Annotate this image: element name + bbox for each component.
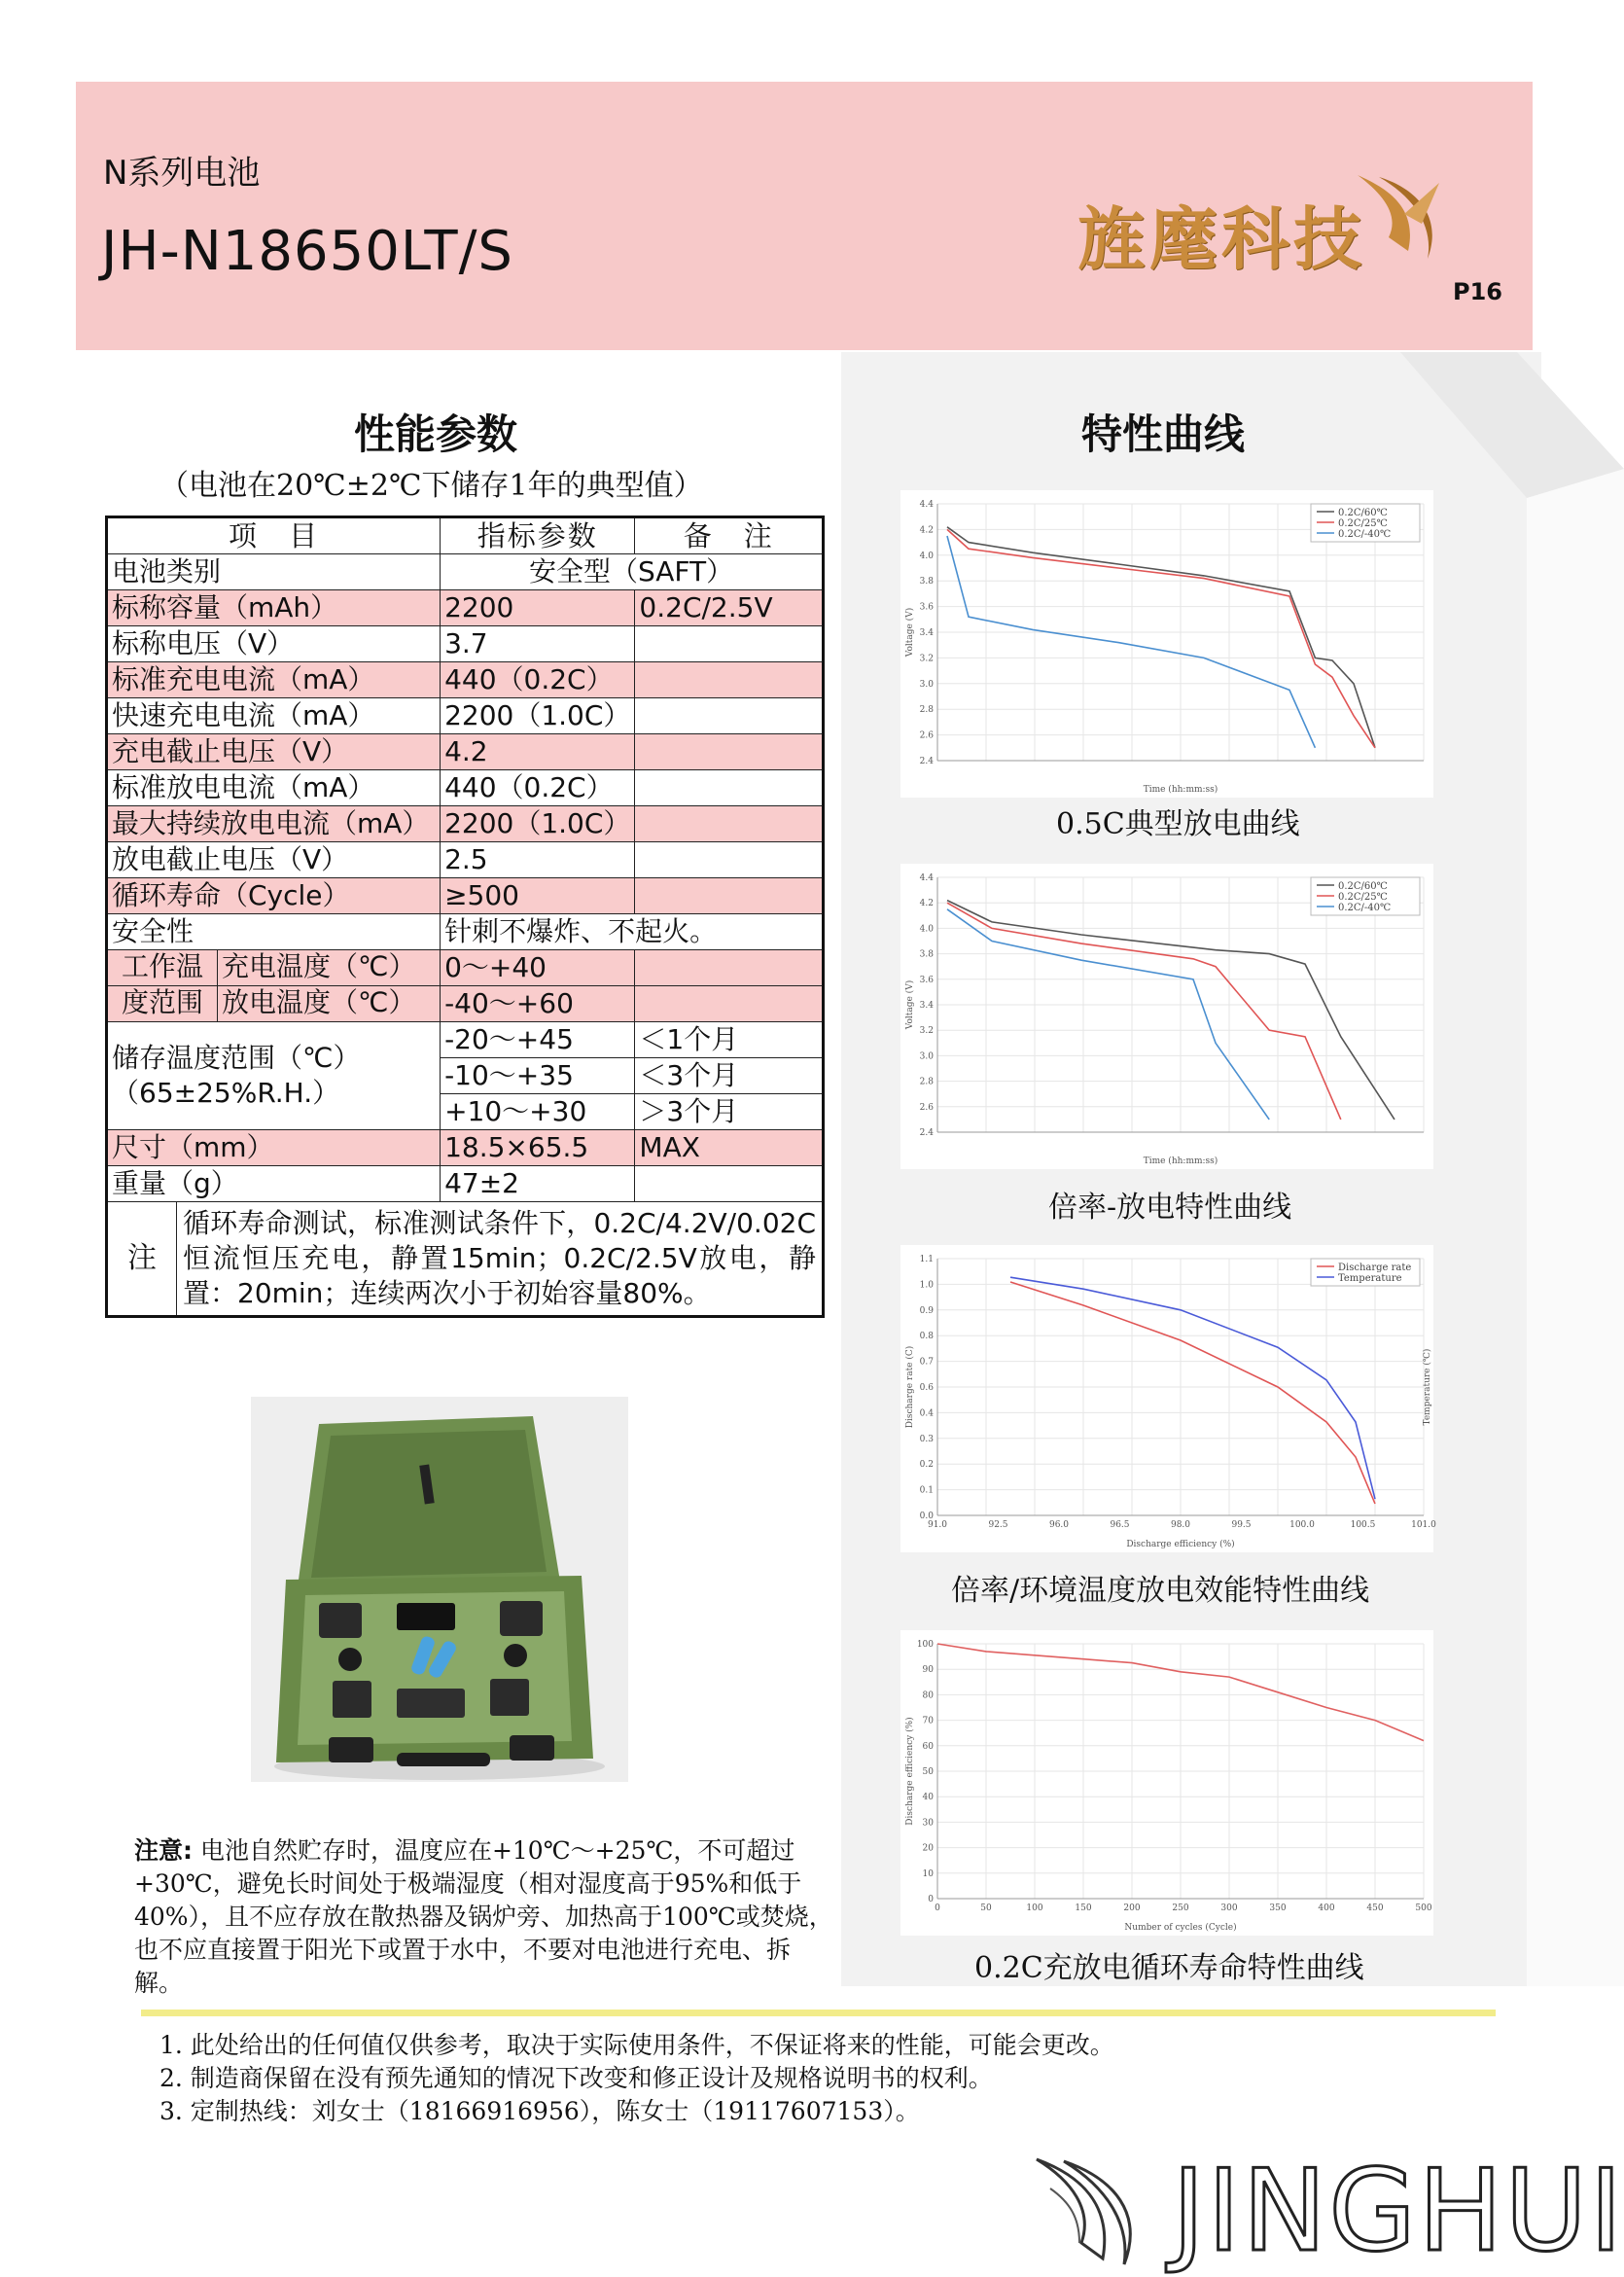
model-title: JH-N18650LT/S <box>101 220 513 283</box>
y-tick-label: 4.4 <box>919 500 934 510</box>
y-tick-label: 0.9 <box>919 1305 934 1316</box>
x-axis-label: Discharge efficiency (%) <box>1126 1540 1235 1549</box>
chart-efficiency <box>900 1245 1436 1552</box>
y-tick-label: 70 <box>922 1716 934 1726</box>
work-temp-discharge-cell <box>107 986 441 1022</box>
row-value: 2200（1.0C） <box>441 806 635 842</box>
page-number: P16 <box>1453 278 1502 305</box>
row-note: 0.2C/2.5V <box>635 590 824 626</box>
chart-discharge-0-5c <box>900 490 1433 798</box>
y-tick-label: 3.0 <box>919 1051 934 1062</box>
chart-cycle-life <box>900 1630 1433 1936</box>
y-tick-label: 0 <box>928 1895 934 1904</box>
x-tick-label: 100.0 <box>1289 1520 1315 1530</box>
table-row <box>107 554 824 590</box>
footer-note: 2. 制造商保留在没有预先通知的情况下改变和修正设计及规格说明书的权利。 <box>159 2064 993 2092</box>
y-tick-label: 1.0 <box>919 1280 934 1291</box>
legend-label: 0.2C/25℃ <box>1338 892 1388 903</box>
row-value: 18.5×65.5 <box>441 1130 635 1166</box>
row-label: 尺寸（mm） <box>107 1130 441 1166</box>
row-value: ≥500 <box>441 878 635 914</box>
y-tick-label: 3.6 <box>919 602 934 613</box>
legend-label: Temperature <box>1338 1273 1402 1284</box>
row-value: 440（0.2C） <box>441 662 635 698</box>
y-tick-label: 0.0 <box>919 1512 934 1521</box>
chart-background <box>900 1245 1433 1552</box>
y-tick-label: 40 <box>922 1793 934 1803</box>
row-label: 标称电压（V） <box>107 626 441 662</box>
legend-label: 0.2C/-40℃ <box>1338 529 1392 540</box>
table-row <box>107 662 824 698</box>
table-row <box>107 1130 824 1166</box>
x-tick-label: 250 <box>1172 1903 1189 1913</box>
y-tick-label: 60 <box>922 1741 934 1752</box>
jinghui-sail-icon <box>1031 2150 1147 2266</box>
legend-label: 0.2C/-40℃ <box>1338 903 1392 913</box>
x-tick-label: 96.0 <box>1048 1520 1070 1530</box>
row-value: 安全型（SAFT） <box>441 554 824 590</box>
y-tick-label: 0.3 <box>919 1434 934 1444</box>
row-value: 2200 <box>441 590 635 626</box>
y-tick-label: 3.6 <box>919 975 934 985</box>
chart-background <box>900 1630 1433 1936</box>
y-tick-label: 2.8 <box>919 705 934 716</box>
table-row <box>107 590 824 626</box>
row-note <box>635 734 824 770</box>
table-row <box>107 950 824 986</box>
table-row <box>107 914 824 950</box>
x-tick-label: 99.5 <box>1231 1520 1252 1530</box>
brand-sail-icon <box>1350 169 1447 263</box>
x-tick-label: 100 <box>1026 1903 1043 1913</box>
row-note <box>635 698 824 734</box>
row-label: 标准充电电流（mA） <box>107 662 441 698</box>
row-note <box>635 950 824 986</box>
footer-note: 1. 此处给出的任何值仅供参考，取决于实际使用条件，不保证将来的性能，可能会更改。 <box>159 2031 1114 2059</box>
y-tick-label: 4.0 <box>919 924 934 935</box>
row-note <box>635 770 824 806</box>
x-tick-label: 96.5 <box>1110 1520 1130 1530</box>
y-tick-label: 0.2 <box>919 1460 934 1471</box>
remark-cell <box>107 1202 824 1317</box>
row-label: 安全性 <box>107 914 441 950</box>
brand-name: 旌麾科技 <box>1077 198 1365 279</box>
y-tick-label: 0.4 <box>919 1408 934 1419</box>
row-label: 标称容量（mAh） <box>107 590 441 626</box>
row-label: 最大持续放电电流（mA） <box>107 806 441 842</box>
legend-label: Discharge rate <box>1338 1263 1412 1273</box>
performance-subtitle: （电池在20℃±2℃下储存1年的典型值） <box>159 469 703 503</box>
work-temp-charge-cell <box>107 950 441 986</box>
y-tick-label: 20 <box>922 1843 934 1854</box>
row-value: -40～+60 <box>441 986 635 1022</box>
chart-rate-discharge <box>900 864 1433 1169</box>
footer-note: 3. 定制热线：刘女士（18166916956），陈女士（19117607153）。 <box>159 2097 920 2125</box>
table-row <box>107 698 824 734</box>
row-note: ＜3个月 <box>635 1058 824 1094</box>
chart-caption-4: 0.2C充放电循环寿命特性曲线 <box>974 1951 1364 1985</box>
x-tick-label: 92.5 <box>988 1520 1008 1530</box>
y-tick-label: 2.4 <box>919 1128 934 1138</box>
x-tick-label: 0 <box>935 1903 940 1913</box>
row-note <box>635 1166 824 1202</box>
header-value: 指标参数 <box>441 517 635 554</box>
work-temp-group-label-1: 工作温 <box>108 950 218 985</box>
row-note <box>635 806 824 842</box>
y-axis-label: Voltage (V) <box>905 607 915 658</box>
spec-table <box>105 516 825 1318</box>
chart-caption-2: 倍率-放电特性曲线 <box>1048 1191 1292 1225</box>
legend-label: 0.2C/60℃ <box>1338 881 1388 892</box>
y-tick-label: 90 <box>922 1665 934 1676</box>
row-label: 放电截止电压（V） <box>107 842 441 878</box>
performance-title: 性能参数 <box>354 410 518 458</box>
row-value: 2200（1.0C） <box>441 698 635 734</box>
row-label: 充电截止电压（V） <box>107 734 441 770</box>
x-tick-label: 350 <box>1269 1903 1287 1913</box>
x-tick-label: 50 <box>980 1903 992 1913</box>
chart-caption-3: 倍率/环境温度放电效能特性曲线 <box>951 1574 1370 1608</box>
x-axis-label: Number of cycles (Cycle) <box>1124 1923 1237 1933</box>
row-value: 0～+40 <box>441 950 635 986</box>
y-axis-label: Discharge efficiency (%) <box>905 1717 915 1826</box>
table-header-row <box>107 517 824 554</box>
table-row <box>107 878 824 914</box>
row-value: 3.7 <box>441 626 635 662</box>
table-row <box>107 770 824 806</box>
y-tick-label: 4.0 <box>919 551 934 561</box>
x-tick-label: 98.0 <box>1170 1520 1191 1530</box>
table-row <box>107 734 824 770</box>
y-tick-label: 3.4 <box>919 1001 934 1011</box>
row-value: 2.5 <box>441 842 635 878</box>
table-row <box>107 842 824 878</box>
y-tick-label: 0.7 <box>919 1357 934 1368</box>
row-note <box>635 626 824 662</box>
y-tick-label: 2.8 <box>919 1077 934 1087</box>
y-tick-label: 0.8 <box>919 1332 934 1342</box>
y-tick-label: 1.1 <box>919 1255 934 1264</box>
y-tick-label: 3.8 <box>919 577 934 587</box>
y-tick-label: 2.6 <box>919 730 934 741</box>
x-tick-label: 450 <box>1366 1903 1384 1913</box>
storage-humidity: （65±25%R.H.） <box>112 1077 340 1109</box>
y-tick-label: 3.0 <box>919 679 934 690</box>
legend-label: 0.2C/25℃ <box>1338 518 1388 529</box>
y-tick-label: 4.2 <box>919 525 934 536</box>
table-row <box>107 1202 824 1317</box>
row-note <box>635 986 824 1022</box>
table-row <box>107 986 824 1022</box>
y-tick-label: 3.2 <box>919 654 934 664</box>
row-note <box>635 662 824 698</box>
remark-text: 循环寿命测试，标准测试条件下，0.2C/4.2V/0.02C恒流恒压充电，静置15min；0.2C/2.5V放电，静置：20min；连续两次小于初始容量80%。 <box>183 1207 816 1309</box>
y-tick-label: 4.2 <box>919 899 934 909</box>
y-axis-label: Voltage (V) <box>905 979 915 1030</box>
x-tick-label: 500 <box>1415 1903 1432 1913</box>
row-label: 重量（g） <box>107 1166 441 1202</box>
row-value: 4.2 <box>441 734 635 770</box>
y-tick-label: 4.4 <box>919 873 934 883</box>
header-note: 备 注 <box>635 517 824 554</box>
series-label: N系列电池 <box>103 154 261 193</box>
y-tick-label: 80 <box>922 1690 934 1701</box>
y-tick-label: 0.6 <box>919 1383 934 1393</box>
row-note <box>635 878 824 914</box>
row-value: -10～+35 <box>441 1058 635 1094</box>
work-temp-group-label-2: 度范围 <box>108 986 218 1021</box>
y-tick-label: 3.4 <box>919 628 934 638</box>
row-label: 快速充电电流（mA） <box>107 698 441 734</box>
table-row <box>107 1022 824 1058</box>
y2-axis-label: Temperature (℃) <box>1423 1348 1432 1426</box>
y-tick-label: 3.8 <box>919 949 934 960</box>
header-item: 项 目 <box>107 517 441 554</box>
x-tick-label: 91.0 <box>927 1520 948 1530</box>
footer-notes <box>159 2029 1114 2128</box>
table-row <box>107 806 824 842</box>
discharge-temp-label: 放电温度（℃） <box>222 986 416 1018</box>
storage-label-cell <box>107 1022 441 1130</box>
x-tick-label: 100.5 <box>1350 1520 1376 1530</box>
row-label: 标准放电电流（mA） <box>107 770 441 806</box>
x-axis-label: Time (hh:mm:ss) <box>1143 785 1218 795</box>
table-row <box>107 626 824 662</box>
notice-text: 电池自然贮存时，温度应在+10℃～+25℃，不可超过+30℃，避免长时间处于极端湿度（相对湿度高于95%和低于40%），且不应存放在散热器及锅炉旁、加热高于100℃或焚烧，也不应直接置于阳光下或置于水中，不要对电池进行充电、拆解。 <box>134 1836 833 1997</box>
row-note: ＜1个月 <box>635 1022 824 1058</box>
remark-label: 注 <box>108 1202 177 1315</box>
y-tick-label: 2.6 <box>919 1102 934 1113</box>
y-tick-label: 3.2 <box>919 1026 934 1037</box>
charge-temp-label: 充电温度（℃） <box>222 950 416 982</box>
chart-caption-1: 0.5C典型放电曲线 <box>1056 807 1300 841</box>
row-label: 电池类别 <box>107 554 441 590</box>
row-label: 循环寿命（Cycle） <box>107 878 441 914</box>
x-tick-label: 400 <box>1318 1903 1335 1913</box>
row-value: 针刺不爆炸、不起火。 <box>441 914 824 950</box>
storage-notice <box>134 1834 834 2000</box>
footer-divider <box>141 2010 1496 2016</box>
row-note: ＞3个月 <box>635 1094 824 1130</box>
x-tick-label: 200 <box>1123 1903 1141 1913</box>
row-note <box>635 842 824 878</box>
row-value: +10～+30 <box>441 1094 635 1130</box>
row-value: 440（0.2C） <box>441 770 635 806</box>
y-tick-label: 2.4 <box>919 757 934 766</box>
y-tick-label: 0.1 <box>919 1485 934 1496</box>
y-tick-label: 50 <box>922 1767 934 1777</box>
x-axis-label: Time (hh:mm:ss) <box>1143 1156 1218 1166</box>
row-value: 47±2 <box>441 1166 635 1202</box>
product-photo <box>251 1397 628 1782</box>
legend-label: 0.2C/60℃ <box>1338 508 1388 518</box>
notice-label: 注意: <box>134 1836 193 1865</box>
row-value: -20～+45 <box>441 1022 635 1058</box>
x-tick-label: 101.0 <box>1411 1520 1436 1530</box>
y-tick-label: 100 <box>916 1640 934 1650</box>
y-tick-label: 10 <box>922 1868 934 1879</box>
storage-label: 储存温度范围（℃） <box>112 1042 361 1074</box>
x-tick-label: 300 <box>1220 1903 1238 1913</box>
jinghui-logo-text: JINGHUI <box>1172 2146 1624 2277</box>
row-note: MAX <box>635 1130 824 1166</box>
y-tick-label: 30 <box>922 1818 934 1829</box>
characteristics-title: 特性曲线 <box>1081 410 1246 458</box>
table-row <box>107 1166 824 1202</box>
y-axis-label: Discharge rate (C) <box>905 1345 915 1429</box>
x-tick-label: 150 <box>1075 1903 1092 1913</box>
